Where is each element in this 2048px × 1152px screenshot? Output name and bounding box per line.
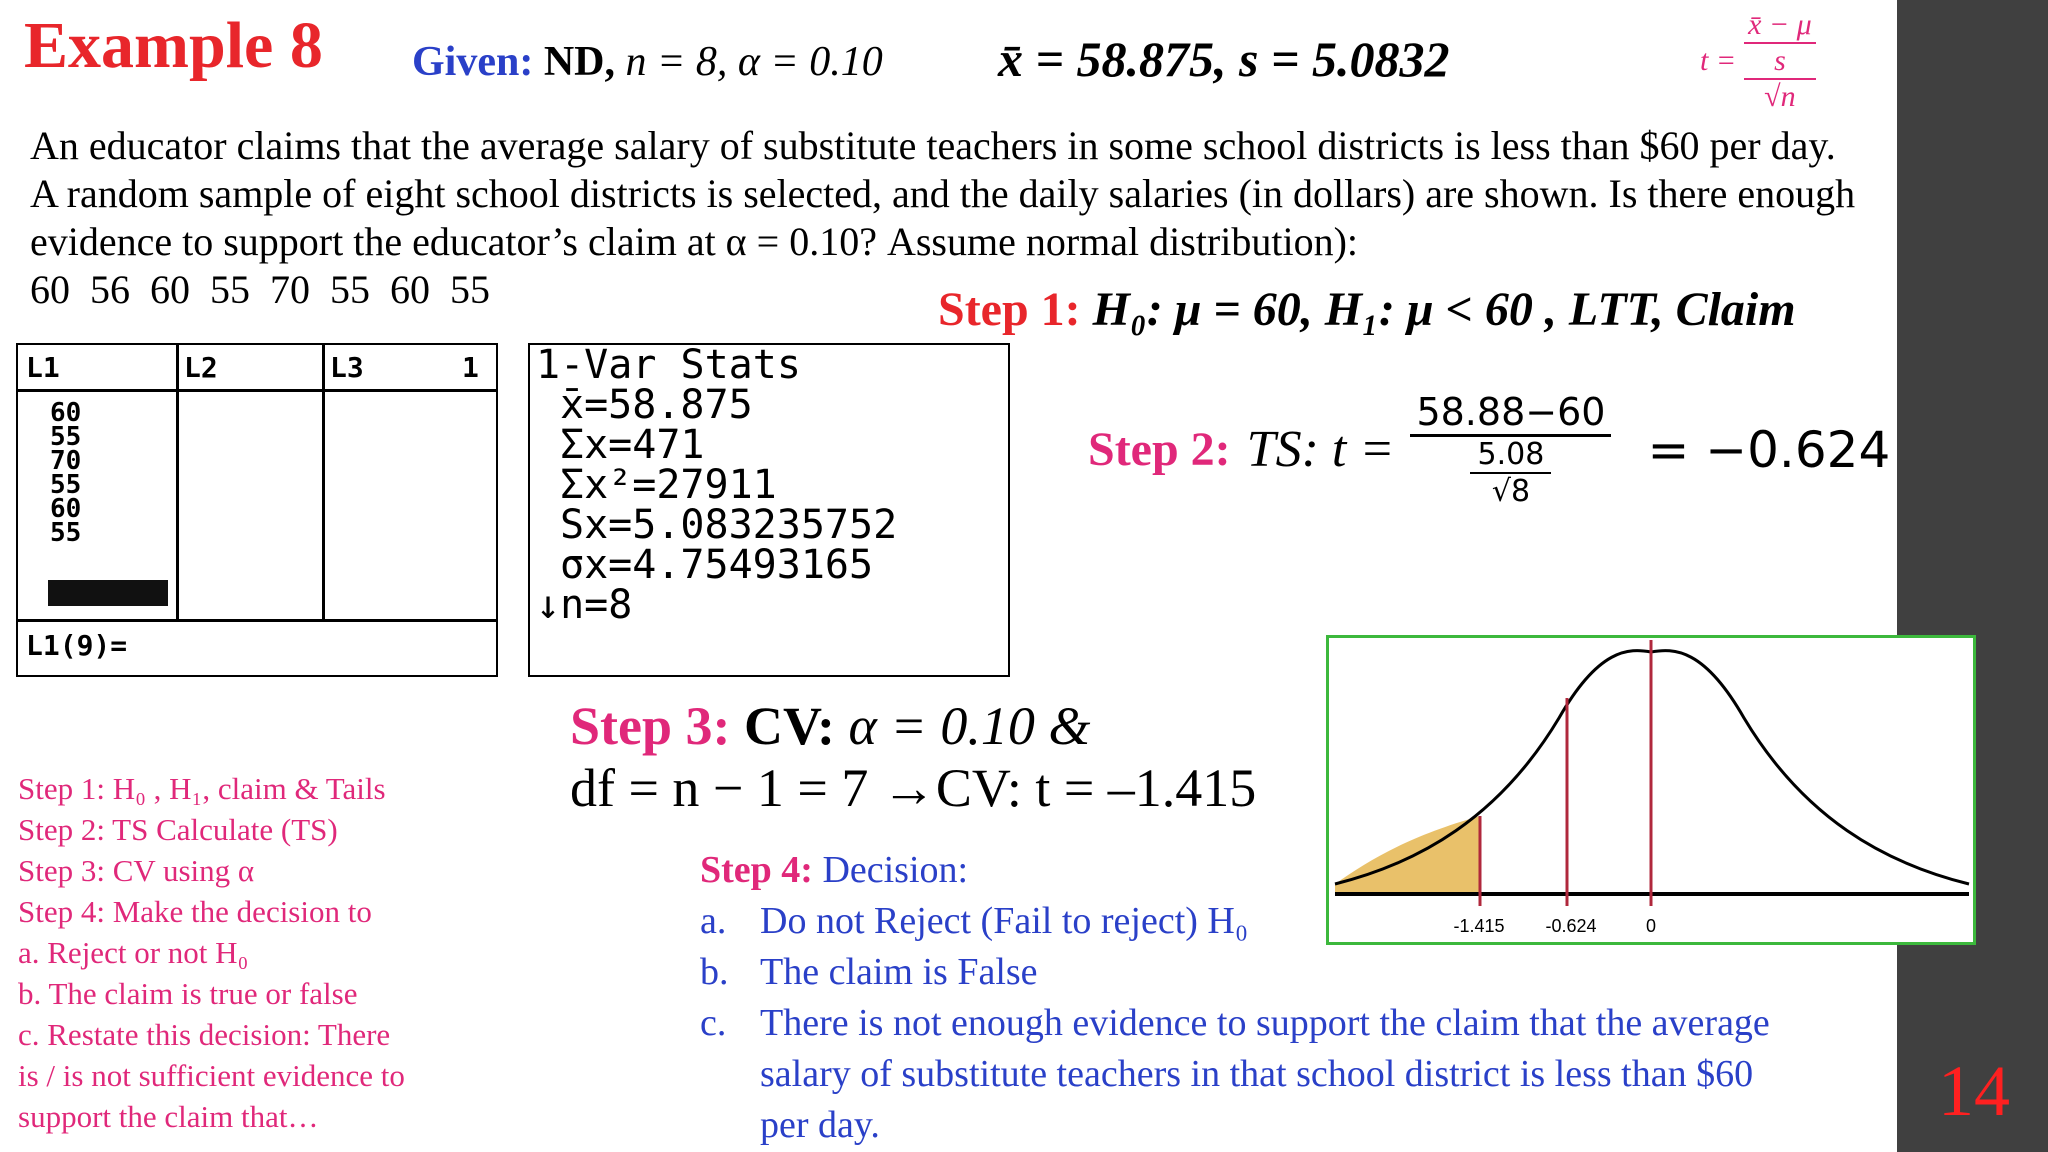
step3-line2: df = n − 1 = 7 →CV: t = –1.415 [570,758,1257,818]
list-footer: L1(9)= [26,629,128,662]
slide-number: 14 [1938,1051,2010,1131]
stats-title: 1-Var Stats [536,342,801,388]
list-cursor [48,580,168,606]
guide-line: Step 1: H₀ , H₁, claim & Tails [18,771,386,806]
guide-line: Step 2: TS Calculate (TS) [18,812,338,847]
step2-test-statistic [1088,390,1890,509]
t-distribution-graph [1326,635,1976,945]
guide-line: is / is not sufficient evidence to [18,1058,405,1093]
given-line [412,38,883,86]
stats-line: Σx=471 [560,422,705,468]
decision-text: Do not Reject (Fail to reject) H₀ [760,900,1249,942]
decision-letter: a. [700,900,727,942]
guide-line: support the claim that… [18,1099,319,1134]
list-corner: 1 [462,351,479,384]
list-header-l3: L3 [330,351,364,384]
guide-line: Step 4: Make the decision to [18,894,372,929]
problem-data: 60 56 60 55 70 55 60 55 [30,267,490,312]
list-header-l1: L1 [26,351,60,384]
t-formula-lhs: t = [1700,44,1737,77]
step3-label: Step 3: [570,696,731,756]
side-band [1897,0,2048,1152]
step2-fraction [1410,390,1611,509]
sample-statistics: x̄ = 58.875, s = 5.0832 [998,31,1450,87]
problem-text: An educator claims that the average salary of substitute teachers in some school districts is less than $60 per day. A random sample of eight school districts is selected, and the daily salaries (in dollars) are shown. Is there enough evidence to support the educator’s claim at α = 0.10? Assume normal distribution): [30,123,1856,264]
decision-letter: b. [700,951,729,993]
stats-line: Σx²=27911 [560,462,777,508]
list-header-l2: L2 [184,351,218,384]
t-formula-den-den: √n [1764,80,1796,113]
step4-label: Step 4: [700,849,813,891]
step2-den-num: 5.08 [1470,437,1551,474]
list-value: 55 [50,422,82,452]
list-value: 55 [50,470,82,500]
step3-cv: CV: [744,696,836,756]
step1-text: H₀: μ = 60, H₁: μ < 60 , LTT, Claim [1092,283,1796,336]
distribution-svg [1329,638,1973,942]
step1-hypotheses [938,282,1796,337]
calculator-stats-screen [528,343,1010,677]
decision-text: There is not enough evidence to support the claim that the average salary of substitute teachers in that school district is less than $60 per day. [760,1002,1770,1146]
stats-line: x̄=58.875 [560,382,753,428]
guide-line: Step 3: CV using α [18,853,255,888]
step3-line1: α = 0.10 & [848,696,1091,756]
tick-label-test-stat: -0.624 [1545,916,1597,936]
t-formula-numerator: x̄ − μ [1744,8,1816,44]
list-value: 60 [50,494,82,524]
step2-label: Step 2: [1088,423,1231,476]
given-n: n = 8, [625,39,728,85]
steps-guide [18,768,405,1137]
list-value: 55 [50,518,82,548]
t-formula-den-num: s [1744,44,1816,80]
given-alpha: α = 0.10 [737,39,883,85]
guide-line: b. The claim is true or false [18,976,358,1011]
given-dist: ND, [543,39,615,85]
list-value: 70 [50,446,82,476]
stats-line: σx=4.75493165 [560,542,874,588]
given-label: Given: [412,39,534,85]
step2-numerator: 58.88−60 [1410,390,1611,437]
step1-label: Step 1: [938,283,1081,336]
step2-den-den: √8 [1491,474,1531,509]
step3-critical-value [570,695,1256,819]
stats-line: ↓n=8 [536,582,633,628]
calculator-list-screen [16,343,498,677]
step2-result: = −0.624 [1647,420,1891,479]
tick-label-critical: -1.415 [1453,916,1505,936]
guide-line: c. Restate this decision: There [18,1017,391,1052]
list-values [50,398,82,548]
stats-lines [536,342,898,628]
decision-letter: c. [700,1002,727,1044]
stats-line: Sx=5.083235752 [560,502,898,548]
step4-title: Decision: [822,849,969,891]
slide-title: Example 8 [24,9,323,82]
step2-ts: TS: t = [1246,421,1395,478]
t-formula [1700,8,1816,114]
tick-label-zero: 0 [1645,916,1657,936]
list-value: 60 [50,398,82,428]
decision-text: The claim is False [760,951,1038,993]
guide-line: a. Reject or not H₀ [18,935,249,970]
